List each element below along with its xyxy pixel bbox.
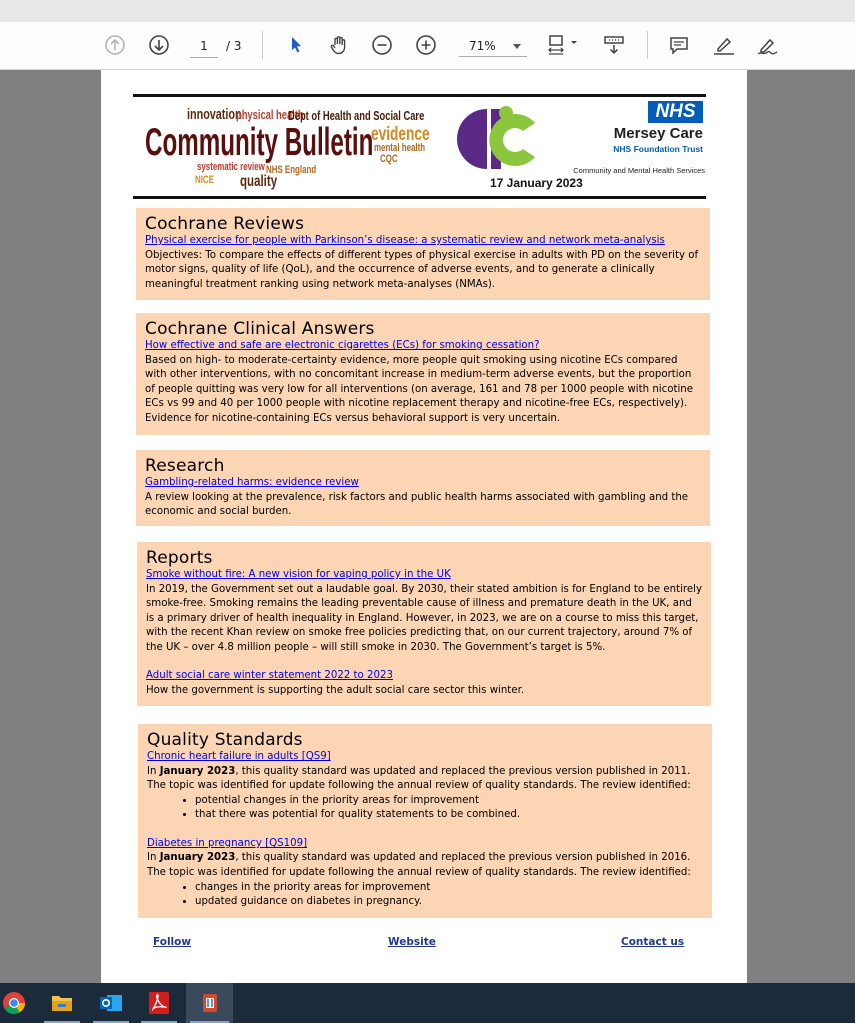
hand-tool-button[interactable] [326, 32, 352, 58]
org-services: Community and Mental Health Services [573, 166, 705, 175]
article-link[interactable]: Physical exercise for people with Parkinson’s disease: a systematic review and network meta-analysis [145, 235, 665, 246]
acrobat-icon [148, 991, 170, 1015]
pdf-toolbar [0, 22, 855, 70]
section-reports [137, 542, 711, 706]
highlight-icon [712, 34, 736, 56]
outlook-icon [98, 991, 124, 1015]
cpc-logo-text: cpc [453, 103, 455, 104]
highlight-button[interactable] [710, 32, 738, 58]
bulletin-title: Community Bulletin [145, 121, 374, 164]
app-icon [198, 991, 222, 1015]
next-page-icon [148, 34, 170, 56]
select-cursor-icon [286, 34, 306, 56]
list-item: • that there was potential for quality statements to be combined. [195, 808, 703, 823]
wordcloud-nice: NICE [195, 174, 214, 186]
contact-us-link[interactable]: Contact us [621, 936, 685, 948]
section-title: Cochrane Reviews [145, 214, 305, 234]
taskbar [0, 983, 855, 1023]
bullet-list [147, 881, 703, 910]
page-total: / 3 [226, 39, 242, 53]
wordcloud-quality: quality [240, 173, 278, 190]
article-link[interactable]: How effective and safe are electronic cigarettes (ECs) for smoking cessation? [145, 340, 540, 351]
sign-icon [756, 34, 780, 56]
cpc-logo [453, 103, 543, 175]
section-research [136, 450, 710, 526]
article-summary: How the government is supporting the adult social care sector this winter. [146, 684, 525, 696]
list-item: • updated guidance on diabetes in pregnancy. [195, 895, 703, 910]
wordcloud-mental-health: mental health [374, 142, 426, 154]
nhs-logo: NHS [648, 101, 703, 123]
org-trust: NHS Foundation Trust [613, 144, 703, 154]
wordcloud-cqc: CQC [380, 153, 398, 165]
bulletin-header [133, 94, 706, 199]
next-page-button[interactable] [146, 32, 172, 58]
article-link[interactable]: Chronic heart failure in adults [QS9] [147, 751, 331, 762]
website-link[interactable]: Website [388, 936, 436, 948]
acrobat-button[interactable] [137, 983, 181, 1023]
sign-button[interactable] [754, 32, 782, 58]
section-title: Cochrane Clinical Answers [145, 319, 375, 339]
article-link[interactable]: Adult social care winter statement 2022 to 2023 [146, 670, 393, 682]
chevron-down-icon [513, 44, 521, 49]
pdf-page [101, 70, 747, 983]
section-title: Quality Standards [147, 730, 303, 750]
comment-icon [668, 34, 690, 56]
zoom-out-icon [371, 34, 393, 56]
section-cochrane-reviews [136, 208, 710, 300]
article-link[interactable]: Diabetes in pregnancy [QS109] [147, 837, 308, 849]
prev-page-icon [104, 34, 126, 56]
list-item: • potential changes in the priority areas for improvement [195, 794, 703, 809]
article-summary: A review looking at the prevalence, risk factors and public health harms associated with gambling and the economic and social burden. [145, 491, 689, 518]
page-fit-icon [545, 33, 581, 57]
comment-button[interactable] [666, 32, 692, 58]
bulletin-date: 17 January 2023 [490, 176, 583, 190]
section-title: Reports [146, 548, 213, 568]
file-explorer-button[interactable] [40, 983, 84, 1023]
chrome-icon [1, 990, 27, 1016]
section-quality-standards [138, 724, 712, 918]
wordcloud-nhs-england: NHS England [266, 164, 317, 176]
article-summary: In January 2023, this quality standard was updated and replaced the previous version published in 2016. The topic was identified for update following the annual review of quality standards. The review identified: [147, 852, 691, 878]
article-link[interactable]: Smoke without fire: A new vision for vaping policy in the UK [146, 569, 451, 580]
list-item: • changes in the priority areas for improvement [195, 881, 703, 896]
zoom-select[interactable] [459, 35, 527, 57]
page-number-input[interactable]: 1 [190, 35, 218, 58]
section-cochrane-clinical-answers [136, 313, 710, 435]
section-title: Research [145, 456, 225, 476]
article-summary: In January 2023, this quality standard was updated and replaced the previous version published in 2011. The topic was identified for update following the annual review of quality standards. The review identified: [147, 765, 691, 792]
wordcloud-systematic-review: systematic review [197, 161, 265, 173]
zoom-in-button[interactable] [413, 32, 439, 58]
window-top-strip [0, 0, 855, 22]
org-name: Mersey Care [613, 125, 703, 142]
follow-link[interactable]: Follow [153, 936, 192, 948]
zoom-out-button[interactable] [369, 32, 395, 58]
scroll-mode-icon [602, 33, 626, 57]
article-summary: Objectives: To compare the effects of different types of physical exercise in adults with PD on the severity of motor signs, quality of life (QoL), and the occurrence of adverse events, and to generate a clinically meaningful treatment ranking using network meta-analyses (NMAs). [145, 249, 699, 290]
scrollbar[interactable] [845, 70, 855, 983]
select-tool-button[interactable] [283, 32, 309, 58]
chrome-button[interactable] [0, 983, 36, 1023]
active-app-button[interactable] [186, 983, 233, 1023]
article-link[interactable]: Gambling-related harms: evidence review [145, 477, 359, 488]
file-explorer-icon [50, 992, 74, 1014]
article-summary: In 2019, the Government set out a laudable goal. By 2030, their stated ambition is for England to be entirely smoke-free. Smoking remains the leading preventable cause of illness and premature death in the UK, and is a primary driver of health inequality in England. However, in 2023, we are on a course to miss this target, with the recent Khan review on smoke free policies predicting that, on our current trajectory, around 7% of the UK – over 4.8 million people – will still smoke in 2030. The Government’s target is 5%. [146, 583, 702, 653]
zoom-in-icon [415, 34, 437, 56]
outlook-button[interactable] [89, 983, 133, 1023]
wordcloud-innovation: innovation [187, 106, 242, 123]
scroll-mode-button[interactable] [600, 32, 628, 58]
hand-tool-icon [328, 34, 350, 56]
toolbar-divider [647, 31, 648, 59]
wordcloud-physical-health: physical health [236, 107, 304, 122]
bullet-list [147, 794, 703, 823]
article-summary: Based on high- to moderate-certainty evidence, more people quit smoking using nicotine ECs compared with other interventions, with no concomitant increase in medium-term adverse events, but the proportion of people quitting was very low for all interventions (on average, 161 and 78 per 1000 people with nicotine ECs vs 99 and 40 per 1000 people with nicotine replacement therapy and nicotine-free ECs, respectively). Evidence for nicotine-containing ECs versus behavioral support is very uncertain. [145, 354, 694, 424]
prev-page-button[interactable] [102, 32, 128, 58]
wordcloud-dept: Dept of Health and Social Care [288, 108, 425, 123]
wordcloud-evidence: evidence [371, 124, 430, 145]
toolbar-divider [262, 31, 263, 59]
page-fit-button[interactable] [544, 32, 582, 58]
zoom-value: 71% [469, 39, 496, 53]
